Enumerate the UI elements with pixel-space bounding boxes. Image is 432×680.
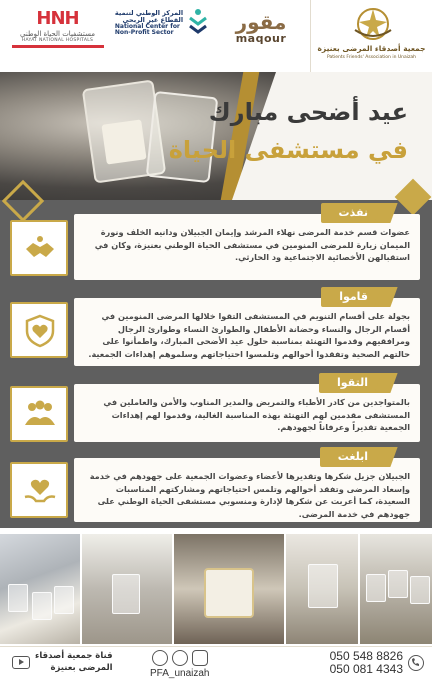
- gift-bag-image: [366, 574, 386, 602]
- snapchat-icon[interactable]: [152, 650, 168, 666]
- hero-title-line2: في مستشفى الحياة: [168, 136, 408, 164]
- logo-header: [0, 0, 432, 72]
- phone-icon: [408, 655, 424, 671]
- section-text: بالمتواجدين من كادر الأطباء والتمريض والمدير المناوب والأمن والعاملين في المستشفى مقدمين لهم التهنئة بهذه المناسبة الغالية، وقدموا لهم إهداءات الجمعية تقديراً وعرفاناً لجهودهم.: [103, 397, 410, 433]
- section-text: عضوات قسم خدمة المرضى نهلاء المرشد وإيمان الجبيلان ودانيه الخلف ونورة الميمان زيارة للمرضى المنومين في مستشفى الحياة الوطني بعنيزة، وكان في استقبالهن الأخصائية الاجتماعية ود الحارثي.: [94, 227, 410, 263]
- hnh-name-ar: مستشفيات الحياة الوطني: [20, 30, 95, 38]
- gift-bag-image: [32, 592, 52, 620]
- channel-name-line1: قناة جمعية أصدقاء: [35, 651, 113, 661]
- npc-name-en-2: Non-Profit Sector: [114, 28, 174, 36]
- section-card: [74, 290, 420, 366]
- npc-name-ar-2: القطاع غير الربحي: [122, 15, 184, 24]
- event-photo: [360, 534, 432, 644]
- gift-box-image: [101, 119, 146, 164]
- gift-bag-image: [308, 564, 338, 608]
- section-icon-box: [10, 220, 68, 276]
- gift-bag-image: [112, 574, 140, 614]
- event-photo: [174, 534, 284, 644]
- maqour-name-ar: مقور: [235, 10, 287, 34]
- phone-contacts: [330, 650, 424, 676]
- section-icon-box: [10, 386, 68, 442]
- maqour-logo: [226, 12, 296, 45]
- event-photo: [0, 534, 80, 644]
- handshake-icon: [22, 231, 58, 267]
- section-tag: ابلغت: [320, 447, 386, 467]
- section-tag: قاموا: [321, 287, 386, 307]
- hero-title-line1: عيد أضحى مبارك: [208, 98, 408, 126]
- section-card: [74, 376, 420, 442]
- hnh-name-en: HAYAT NATIONAL HOSPITALS: [21, 38, 94, 43]
- section-card: [74, 450, 420, 522]
- event-photo: [286, 534, 358, 644]
- npc-name-ar-1: المركز الوطني لتنمية: [114, 8, 184, 17]
- pfa-emblem-icon: [347, 4, 399, 44]
- hnh-mark: HNH: [36, 8, 79, 29]
- hnh-logo: [10, 8, 105, 48]
- npc-emblem-icon: [187, 8, 209, 38]
- pfa-name-ar: جمعية أصدقاء المرضى بعنيزة: [317, 44, 426, 53]
- gift-box-image: [204, 568, 254, 618]
- pfa-logo: [310, 0, 432, 72]
- team-icon: [22, 397, 58, 433]
- channel-name-line2: المرضى بعنيزة: [50, 663, 113, 673]
- maqour-name-en: maqour: [235, 32, 287, 45]
- gift-bag-image: [388, 570, 408, 598]
- section-tag: نفذت: [321, 203, 386, 223]
- youtube-channel[interactable]: [12, 650, 113, 674]
- instagram-icon[interactable]: [192, 650, 208, 666]
- social-links: [150, 650, 210, 679]
- gift-bag-image: [410, 576, 430, 604]
- phone-number[interactable]: 050 081 4343: [329, 662, 403, 676]
- hnh-underline: [12, 45, 104, 48]
- section-icon-box: [10, 302, 68, 358]
- shield-heart-icon: [22, 313, 58, 349]
- twitter-icon[interactable]: [172, 650, 188, 666]
- heart-hands-icon: [22, 473, 58, 509]
- contact-footer: [0, 646, 432, 680]
- hero-banner: [0, 72, 432, 200]
- pfa-name-en: Patients Friends' Association in Unaizah: [326, 55, 416, 60]
- section-tag: التقوا: [319, 373, 386, 393]
- phone-number[interactable]: 050 548 8826: [329, 649, 403, 663]
- gift-bag-image: [54, 586, 74, 614]
- youtube-icon: [12, 656, 30, 669]
- gift-bag-image: [8, 584, 28, 612]
- content-band: [0, 200, 432, 528]
- npc-name-en-1: National Center for: [114, 22, 180, 30]
- section-icon-box: [10, 462, 68, 518]
- section-text: بجولة على أقسام التنويم في المستشفى التقوا خلالها المرضى المنومين في أقسام الرجال والنساء وحضانة الأطفال والطوارئ النساء وطوارئ الرجال ومرافقيهم وقدموا التهنئة بمناسبة حلول عيد الأضحى المبارك، واطمأنوا على حالتهم الصحية وتفقدوا أحوالهم وتلمسوا احتياجاتهم وسلموهم إهداءات الجمعية.: [88, 311, 410, 360]
- npc-logo: [112, 8, 212, 38]
- section-card: [74, 206, 420, 280]
- event-photo: [82, 534, 172, 644]
- social-handle[interactable]: PFA_unaizah: [150, 668, 210, 679]
- photo-strip: [0, 528, 432, 646]
- section-text: الجبيلان جزيل شكرها وتقديرها لأعضاء وعضوات الجمعية على جهودهم في خدمة وإسعاد المرضى وتفقد أحوالهم وتلمس احتياجاتهم ومشاركتهم المناسبات السعيدة، كما أعربت عن شكرها لإدارة ومنسوبي مستشفى الحياة الوطني على جهودهم في خدمة المرضى.: [89, 471, 410, 520]
